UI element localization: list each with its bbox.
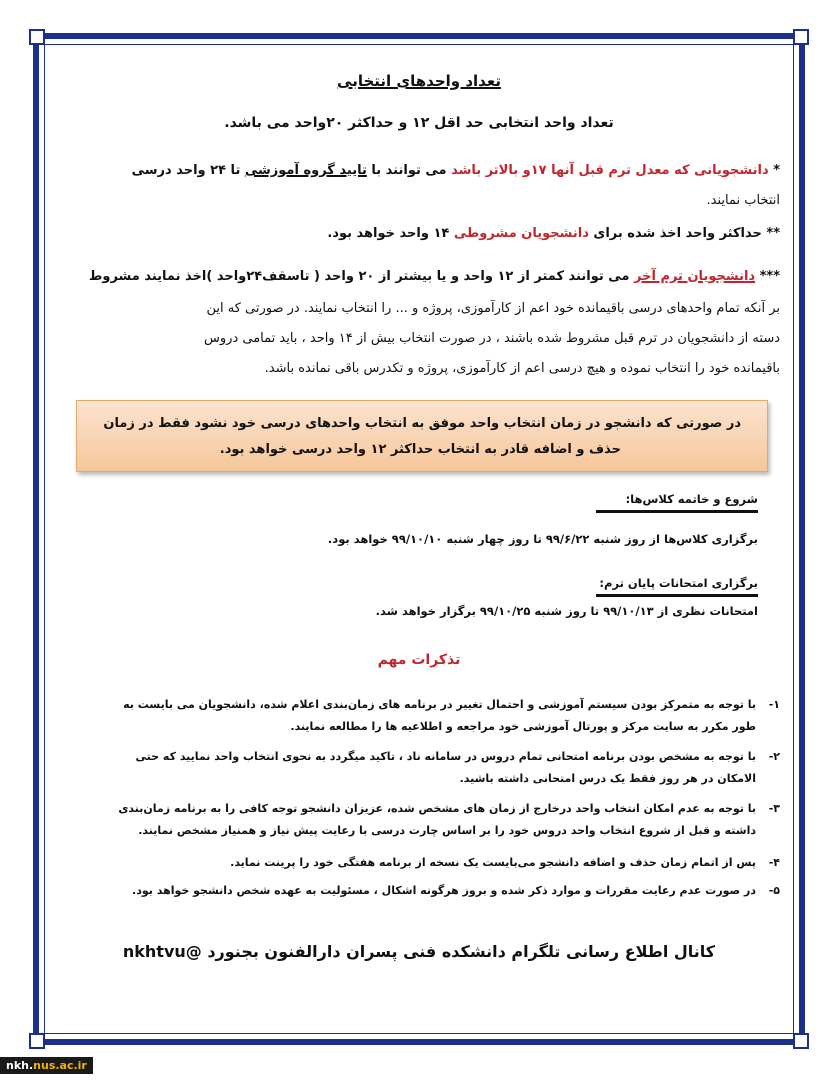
paragraph-final-term-line4: باقیمانده خود را انتخاب نموده و هیچ درسی اعم از کارآموزی، پروژه و تکدرس باقی نمانده باشد. <box>264 361 780 376</box>
note-line: طور مکرر به سایت مرکز و پورتال آموزشی خود مراجعه و اطلاعیه ها را مطالعه نمایند. <box>290 720 756 733</box>
unit-limits-line: تعداد واحد انتخابی حد اقل ۱۲ و حداکثر ۲۰واحد می باشد. <box>224 115 614 131</box>
corner-ornament <box>29 29 45 45</box>
callout-line: حذف و اضافه قادر به انتخاب حداکثر ۱۲ واحد درسی خواهد بود. <box>219 442 621 457</box>
final-term-students-text: دانشجویان ترم آخر <box>634 269 756 284</box>
exams-text: امتحانات نظری از ۹۹/۱۰/۱۳ تا روز شنبه ۹۹/۱۰/۲۵ برگزار خواهد شد. <box>375 604 758 618</box>
page-title: تعداد واحدهای انتخابی <box>337 72 501 90</box>
notice-content <box>58 62 780 1022</box>
corner-ornament <box>793 29 809 45</box>
callout-box <box>76 400 768 472</box>
paragraph-final-term-line3: دسته از دانشجویان در ترم قبل مشروط شده باشند ، در صورت انتخاب بیش از ۱۴ واحد ، باید تمامی دروس <box>204 331 780 346</box>
note-line: با توجه به متمرکز بودن سیستم آموزشی و احتمال تغییر در برنامه های زمان‌بندی اعلام شده، دانشجویان می بایست به <box>123 698 756 711</box>
text-fragment: تا ۲۴ واحد درسی <box>131 163 245 178</box>
note-item <box>66 798 780 842</box>
paragraph-probation <box>58 225 780 243</box>
paragraph-high-gpa-line2: انتخاب نمایند. <box>706 193 780 208</box>
note-line: پس از اتمام زمان حذف و اضافه دانشجو می‌بایست یک نسخه از برنامه هفتگی خود را پرینت نماید. <box>230 856 756 869</box>
note-line: در صورت عدم رعایت مقررات و موارد ذکر شده و بروز هرگونه اشکال ، مسئولیت به عهده شخص دانشجو خواهد بود. <box>132 884 756 897</box>
note-line: با توجه به مشخص بودن برنامه امتحانی تمام دروس در سامانه ناد ، تاکید میگردد به نحوی انتخاب واحد نمایید که حتی <box>135 750 756 763</box>
notes-title: تذکرات مهم <box>377 652 461 668</box>
text-fragment: ۱۴ واحد خواهد بود. <box>327 226 454 241</box>
corner-ornament <box>793 1033 809 1049</box>
url-part: nus.ac.ir <box>33 1059 87 1072</box>
note-item <box>66 746 780 790</box>
note-number: ۴- <box>768 856 780 869</box>
exams-heading: برگزاری امتحانات پایان ترم: <box>596 576 758 597</box>
bullet-marker: *** <box>755 269 780 284</box>
callout-line: در صورتی که دانشجو در زمان انتخاب واحد موفق به انتخاب واحدهای درسی خود نشود فقط در زمان <box>103 416 741 431</box>
url-part: nkh. <box>6 1059 34 1072</box>
group-approval-text: تایید گروه آموزشی <box>244 163 367 178</box>
note-number: ۵- <box>768 884 780 897</box>
classes-heading: شروع و خاتمه کلاس‌ها: <box>596 492 758 513</box>
note-number: ۲- <box>768 750 780 763</box>
note-item <box>66 694 780 738</box>
note-line: داشته و قبل از شروع انتخاب واحد دروس خود را بر اساس چارت درسی با رعایت پیش نیاز و همنیاز مشخص نمایند. <box>138 824 756 837</box>
classes-text: برگزاری کلاس‌ها از روز شنبه ۹۹/۶/۲۲ تا روز چهار شنبه ۹۹/۱۰/۱۰ خواهد بود. <box>327 532 758 546</box>
note-line: الامکان در هر روز فقط یک درس امتحانی داشته باشید. <box>459 772 756 785</box>
text-fragment: می توانند با <box>366 163 452 178</box>
text-fragment: می توانند کمتر از ۱۲ واحد و یا بیشتر از ۲۰ واحد ( تاسقف۲۴واحد )اخذ نمایند مشروط <box>88 269 634 284</box>
note-item <box>66 880 780 902</box>
site-url-badge[interactable] <box>0 1057 93 1074</box>
paragraph-high-gpa <box>58 162 780 180</box>
corner-ornament <box>29 1033 45 1049</box>
paragraph-final-term-line2: بر آنکه تمام واحدهای درسی باقیمانده خود اعم از کارآموزی، پروژه و ... را انتخاب نمایند. در صورتی که این <box>206 301 780 316</box>
note-item <box>66 852 780 874</box>
paragraph-final-term <box>58 267 780 287</box>
note-number: ۳- <box>768 802 780 815</box>
high-gpa-text: دانشجویانی که معدل ترم قبل آنها ۱۷و بالاتر باشد <box>451 163 769 178</box>
note-line: با توجه به عدم امکان انتخاب واحد درخارج از زمان های مشخص شده، عزیزان دانشجو توجه کافی را به برنامه زمان‌بندی <box>118 802 756 815</box>
probation-students-text: دانشجویان مشروطی <box>453 226 589 241</box>
note-number: ۱- <box>768 698 780 711</box>
bullet-marker: * <box>768 163 780 178</box>
text-fragment: ** حداکثر واحد اخذ شده برای <box>588 226 780 241</box>
telegram-channel-footer: کانال اطلاع رسانی تلگرام دانشکده فنی پسران دارالفنون بجنورد @nkhtvu <box>122 942 716 961</box>
